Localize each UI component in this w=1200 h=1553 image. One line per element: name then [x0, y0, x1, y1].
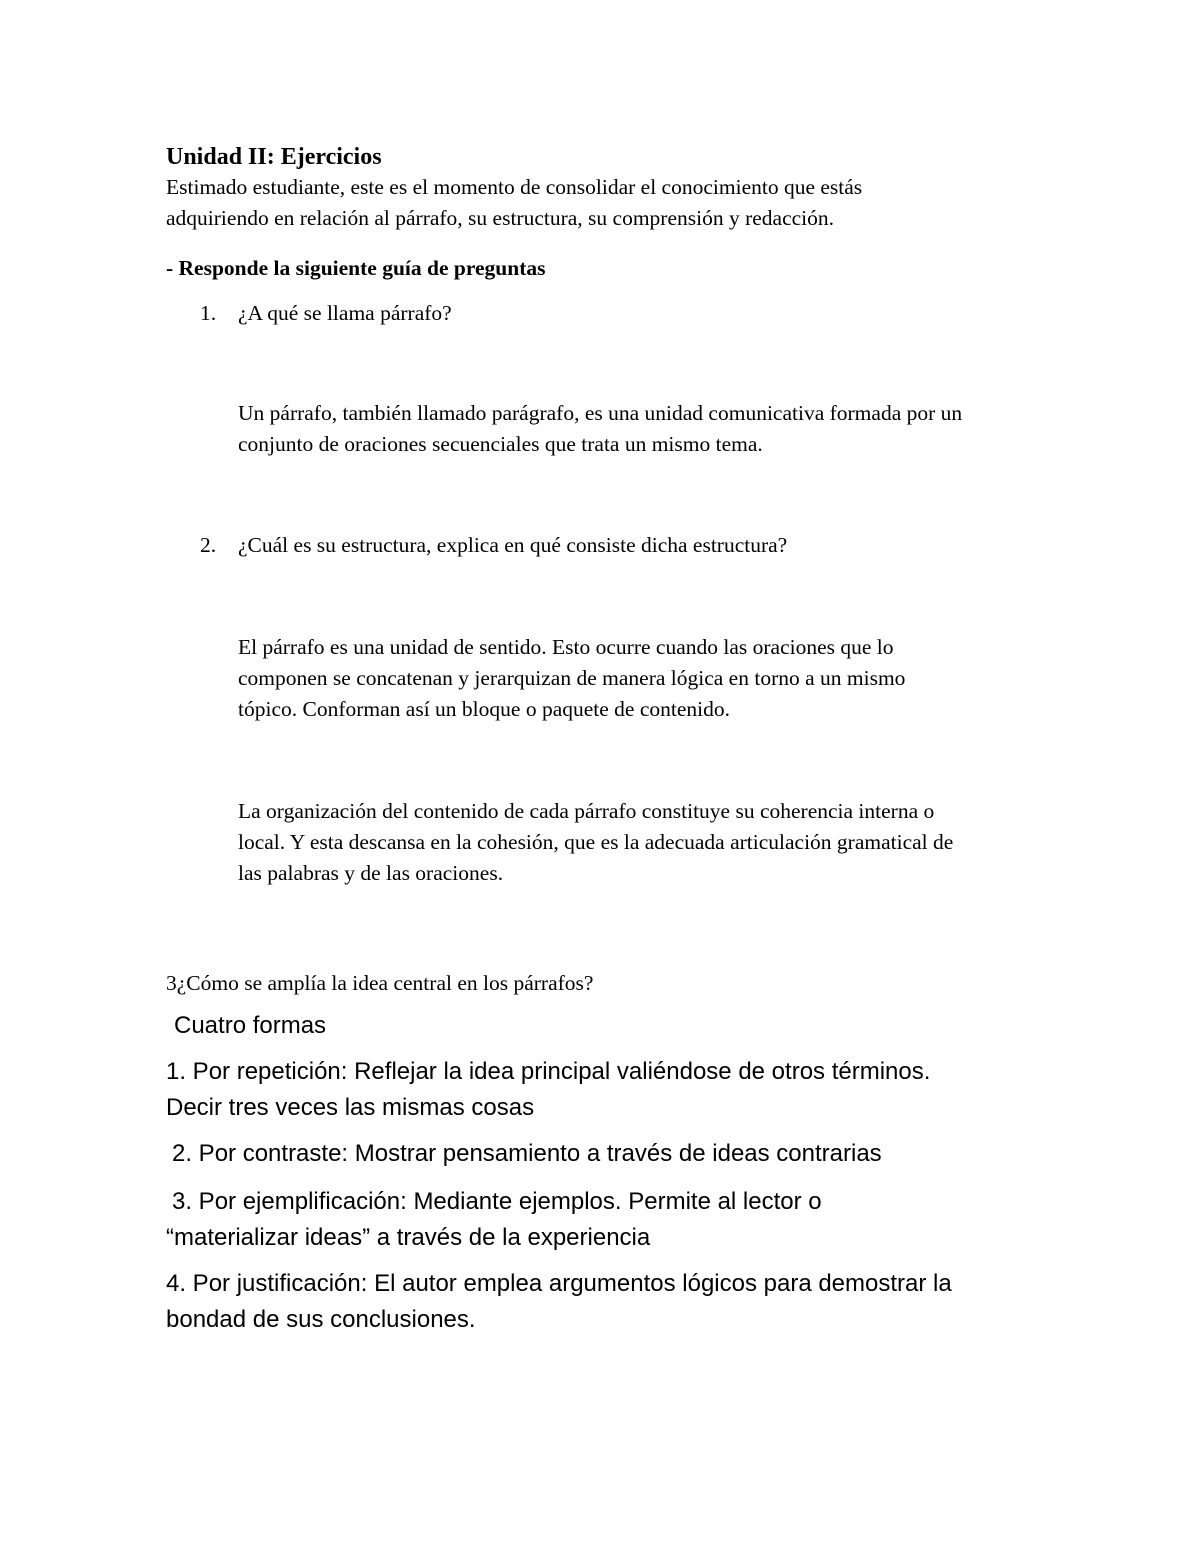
answer-line: El párrafo es una unidad de sentido. Esto ocurre cuando las oraciones que lo: [238, 635, 894, 659]
list-item-4: [166, 1266, 952, 1338]
list-item-line: 3. Por ejemplificación: Mediante ejemplos. Permite al lector o: [172, 1188, 822, 1215]
answer-line: conjunto de oraciones secuenciales que trata un mismo tema.: [238, 432, 763, 456]
answer-line: tópico. Conforman así un bloque o paquete de contenido.: [238, 697, 730, 721]
question-2: [0, 530, 1200, 561]
question-number: 2.: [200, 533, 217, 557]
intro-line: adquiriendo en relación al párrafo, su estructura, su comprensión y redacción.: [166, 206, 835, 230]
instruction-heading: - Responde la siguiente guía de preguntas: [166, 256, 546, 280]
answer-2-paragraph-1: [238, 632, 905, 725]
question-text: ¿Cuál es su estructura, explica en qué consiste dicha estructura?: [238, 533, 788, 557]
list-item-line: 1. Por repetición: Reflejar la idea principal valiéndose de otros términos.: [166, 1058, 931, 1085]
list-item-line: Decir tres veces las mismas cosas: [166, 1094, 535, 1121]
list-item-2: [172, 1136, 882, 1172]
list-item-line: “materializar ideas” a través de la experiencia: [166, 1224, 651, 1251]
list-item-3: [166, 1184, 822, 1256]
intro-line: Estimado estudiante, este es el momento de consolidar el conocimiento que estás: [166, 175, 863, 199]
question-number: 1.: [200, 301, 217, 325]
answer-2-paragraph-2: [238, 796, 953, 889]
answer-line: local. Y esta descansa en la cohesión, que es la adecuada articulación gramatical de: [238, 830, 954, 854]
page-title: Unidad II: Ejercicios: [166, 144, 382, 170]
list-item-1: [166, 1054, 930, 1126]
answer-1: [238, 398, 962, 460]
question-3-text: 3¿Cómo se amplía la idea central en los párrafos?: [166, 971, 594, 995]
answer-line: Un párrafo, también llamado parágrafo, es una unidad comunicativa formada por un: [238, 401, 963, 425]
question-text: ¿A qué se llama párrafo?: [238, 301, 452, 325]
question-1: [0, 298, 1200, 329]
list-item-line: 4. Por justificación: El autor emplea argumentos lógicos para demostrar la: [166, 1270, 952, 1297]
answer-line: La organización del contenido de cada párrafo constituye su coherencia interna o: [238, 799, 935, 823]
list-item-line: 2. Por contraste: Mostrar pensamiento a través de ideas contrarias: [172, 1140, 882, 1167]
answer-line: las palabras y de las oraciones.: [238, 861, 504, 885]
q3-heading: Cuatro formas: [174, 1012, 327, 1039]
answer-line: componen se concatenan y jerarquizan de manera lógica en torno a un mismo: [238, 666, 906, 690]
intro-paragraph: [166, 172, 862, 234]
list-item-line: bondad de sus conclusiones.: [166, 1306, 476, 1333]
